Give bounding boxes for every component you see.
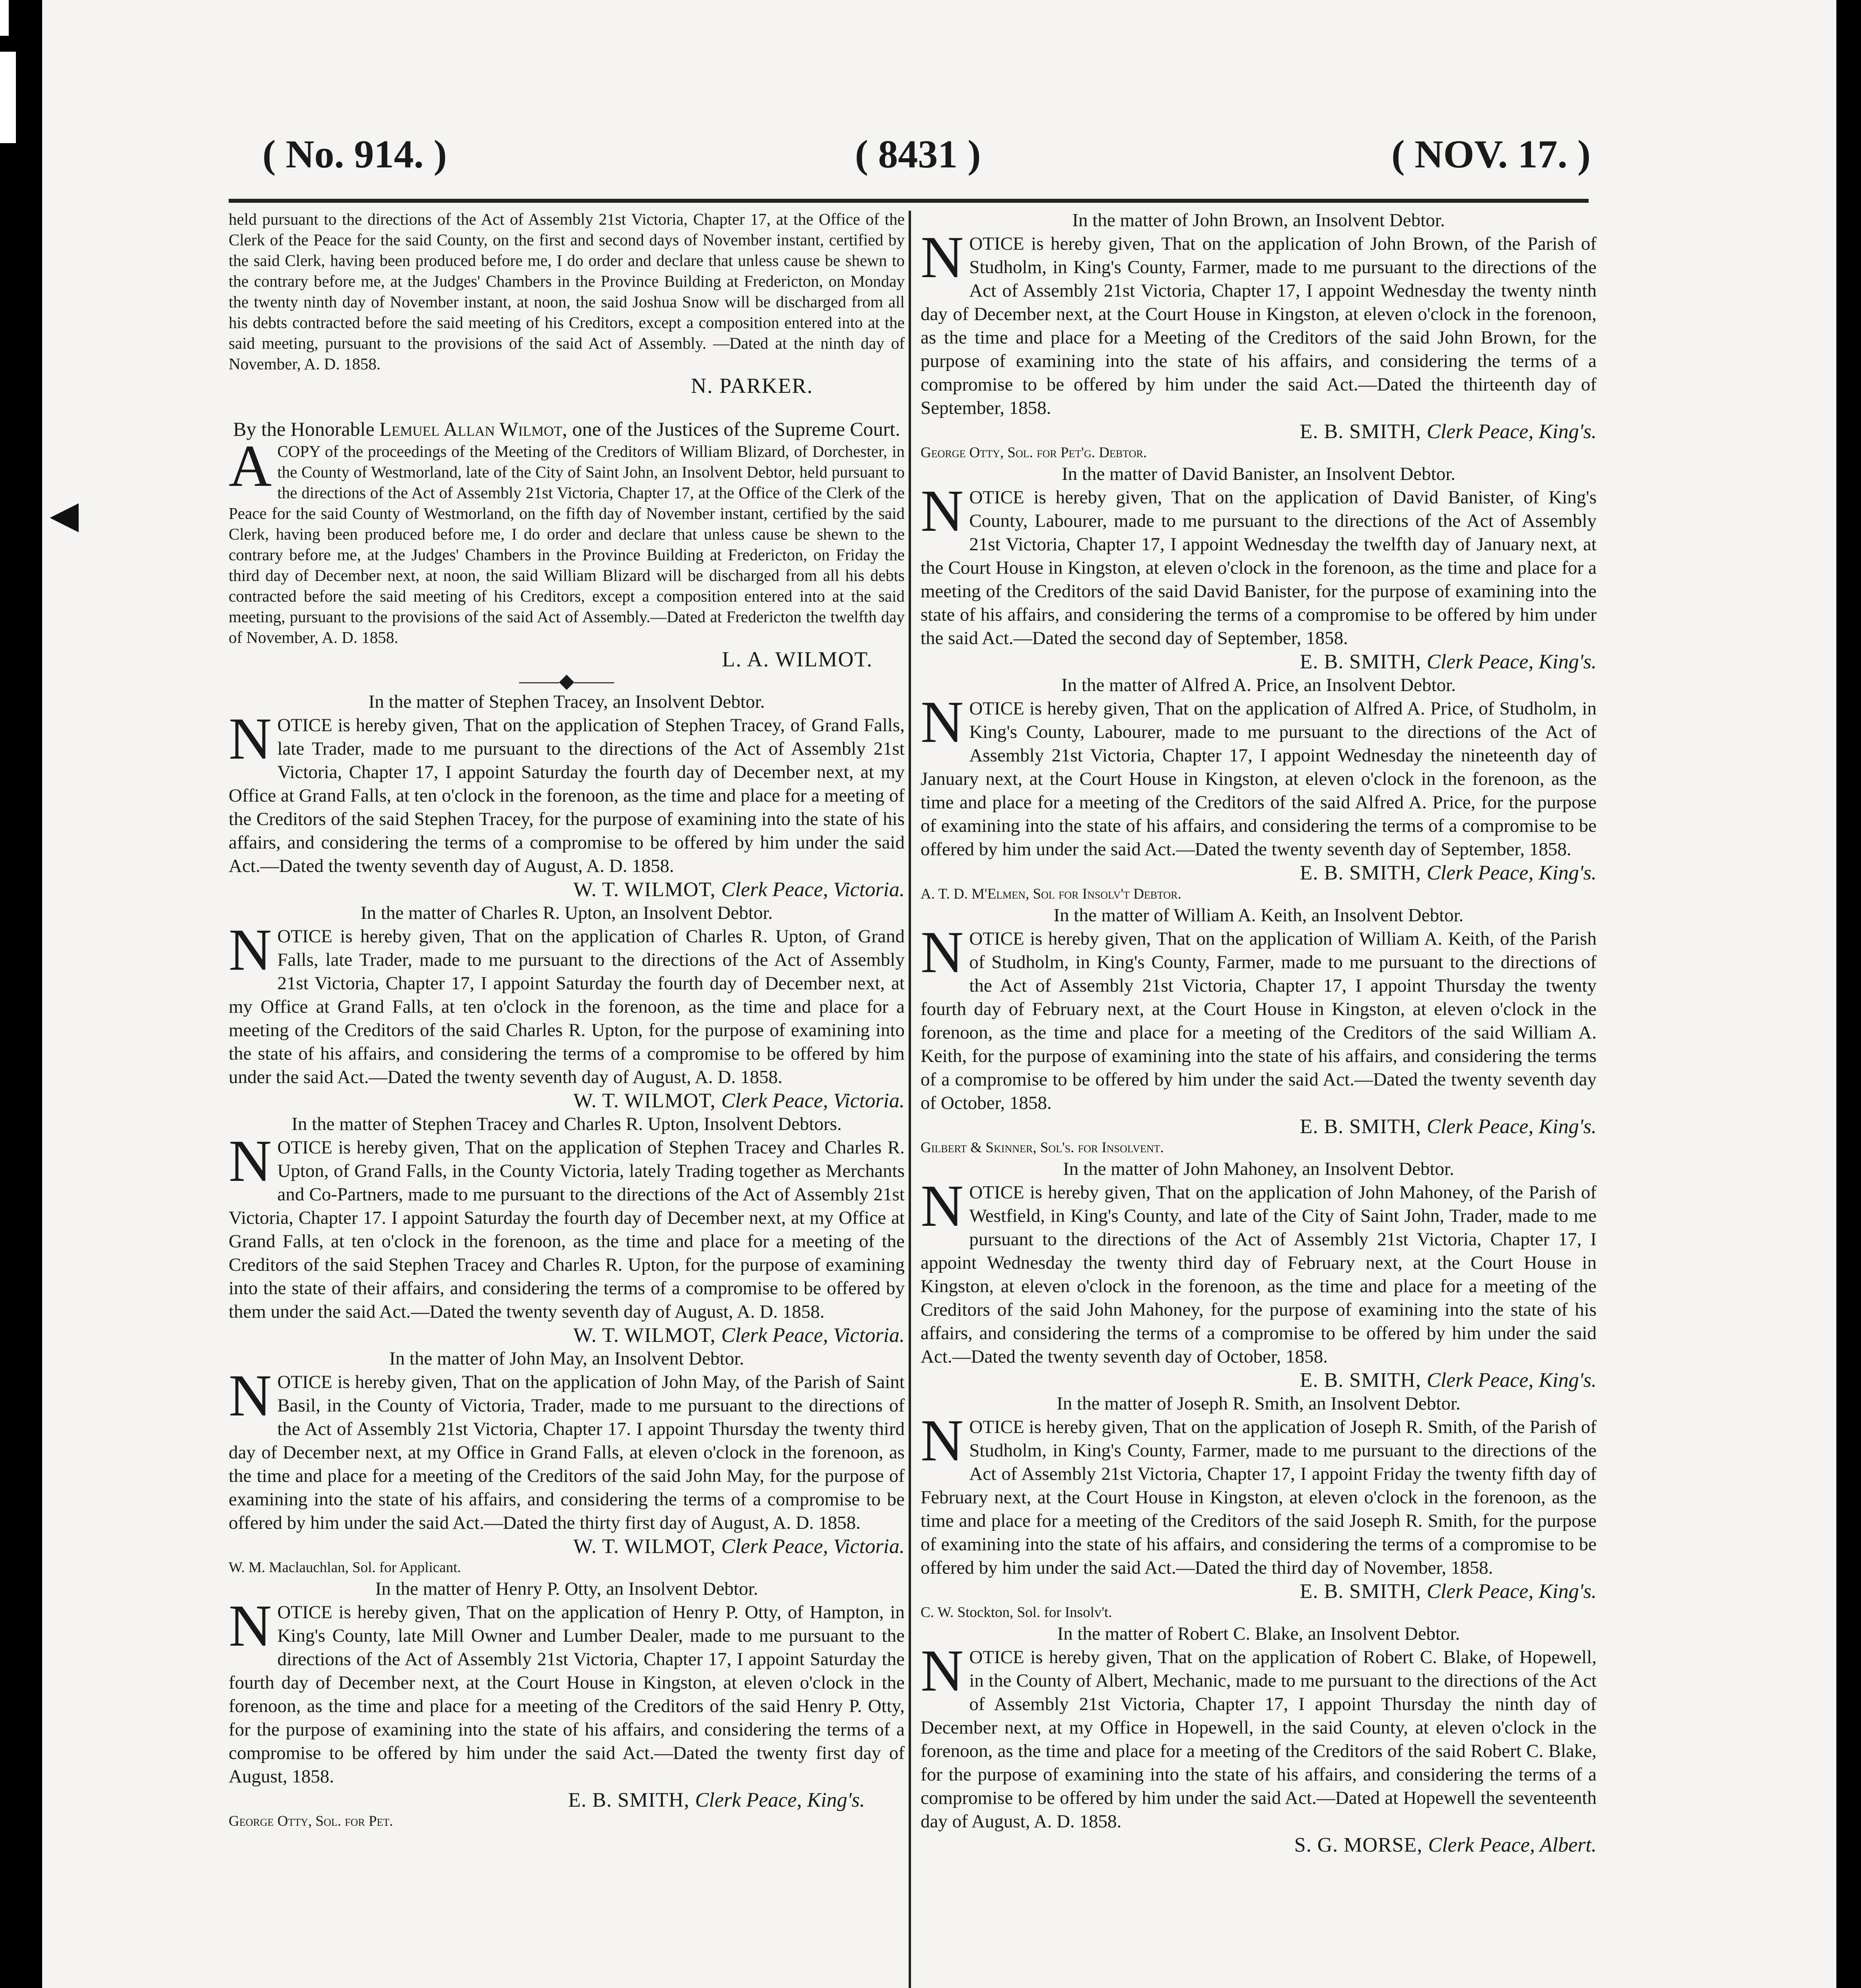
solicitor-line: C. W. Stockton, Sol. for Insolv't. [921,1604,1112,1621]
notice-text: OTICE is hereby given, That on the application of Joseph R. Smith, of the Parish of Studholm, in King's County, Farmer, made to me pursuant to the directions of the Act of Assembly 21st Victoria, Chapter 17, I appoint Friday the twenty fifth day of February next, at the Court House in Kingston, at eleven o'clock in the forenoon, as the time and place for a meeting of the Creditors of the said Joseph R. Smith, for the purpose of examining into the state of his affairs, and considering the terms of a compromise to be offered by him under the said Act.—Dated the third day of November, 1858. [921,1417,1597,1578]
heading-text: , one of the Justices of the Supreme Court. [562,418,900,440]
dropcap: A [229,433,272,499]
solicitor-line: George Otty, Sol. for Pet. [229,1813,393,1829]
notice-caption: In the matter of David Banister, an Insolvent Debtor. [1061,464,1456,484]
signature [229,1535,905,1558]
notice-body [229,1128,905,1324]
signature-title: Clerk Peace, Victoria. [721,1324,905,1347]
signature [229,1089,905,1112]
dropcap: N [921,478,964,544]
dropcap: N [921,1638,964,1704]
signature [921,420,1597,443]
signature-name: E. B. SMITH, [1300,1369,1427,1392]
notice-text: COPY of the proceedings of the Meeting of the Creditors of William Blizard, of Dorchester, in the County of Westmorland, late of the City of Saint John, an Insolvent Debtor, held pursuant to the directions of the Act of Assembly 21st Victoria, Chapter 17, at the Office of the Clerk of the Peace for the said County of Westmorland, on the fifth day of November instant, certified by the said Clerk, having been produced before me, I do order and declare that unless cause be shewn to the contrary before me, at the Judges' Chambers in the Province Building at Fredericton, on Friday the third day of December next, at noon, the said William Blizard will be discharged from all his debts contracted before the said meeting of his Creditors, except a composition entered into at the said meeting, pursuant to the provisions of the said Act of Assembly.—Dated at Fredericton the twelfth day of November, A. D. 1858. [229,442,905,646]
signature [921,1369,1597,1392]
signature-title: Clerk Peace, Albert. [1428,1834,1597,1856]
notice-caption: In the matter of Henry P. Otty, an Insolvent Debtor. [375,1578,758,1599]
dropcap: N [921,1173,964,1239]
signature-title: Clerk Peace, King's. [695,1789,865,1811]
heading-name: Lemuel Allan Wilmot [379,418,562,440]
signature: N. PARKER. [691,374,813,398]
notice-body [229,1593,905,1788]
signature-title: Clerk Peace, Victoria. [721,878,905,901]
dropcap: N [921,1408,964,1474]
header-rule [229,199,1589,203]
notice-text: OTICE is hereby given, That on the application of William A. Keith, of the Parish of Studholm, in King's County, Farmer, made to me pursuant to the directions of the Act of Assembly 21st Victoria, Chapter 17, I appoint Thursday the twenty fourth day of February next, at the Court House in Kingston, at eleven o'clock in the forenoon, as the time and place for a meeting of the Creditors of the said William A. Keith, for the purpose of examining into the state of his affairs, and considering the terms of a compromise to be offered by him under the said Act.—Dated the twenty seventh day of October, 1858. [921,928,1597,1113]
notice-text: OTICE is hereby given, That on the application of Henry P. Otty, of Hampton, in King's County, late Mill Owner and Lumber Dealer, made to me pursuant to the directions of the Act of Assembly 21st Victoria, Chapter 17, I appoint Saturday the fourth day of December next, at the Court House in Kingston, at eleven o'clock in the forenoon, as the time and place for a meeting of the Creditors of the said Henry P. Otty, for the purpose of examining into the state of his affairs, and considering the terms of a compromise to be offered by him under the said Act.—Dated the twenty first day of August, 1858. [229,1602,905,1787]
solicitor-line: George Otty, Sol. for Pet'g. Debtor. [921,445,1147,461]
signature [921,1833,1597,1857]
signature [921,1580,1597,1603]
notice-body [921,1173,1597,1369]
scan-edge-strip [0,0,9,36]
notice-caption: In the matter of John Brown, an Insolvent Debtor. [1072,210,1445,231]
notice-body [229,433,905,648]
signature [229,1324,905,1347]
pointer-mark-icon: ◀ [50,493,79,537]
signature [921,650,1597,674]
dropcap: N [229,1593,272,1659]
scan-border [0,0,42,1988]
signature-title: Clerk Peace, King's. [1426,862,1597,884]
solicitor-line: Gilbert & Skinner, Sol's. for Insolvent. [921,1140,1164,1156]
signature-name: W. T. WILMOT, [573,878,721,901]
page-header [262,131,1591,187]
left-column [229,209,905,1831]
issue-date: ( NOV. 17. ) [1391,132,1591,176]
notice-body [921,224,1597,420]
notice-body [921,919,1597,1115]
notice-text: OTICE is hereby given, That on the application of Alfred A. Price, of Studholm, in King's County, Labourer, made to me pursuant to the directions of the Act of Assembly 21st Victoria, Chapter 17, I appoint Wednesday the nineteenth day of January next, at the Court House in Kingston, at eleven o'clock in the forenoon, as the time and place for a meeting of the Creditors of the said Alfred A. Price, for the purpose of examining into the state of his affairs, and considering the terms of a compromise to be offered by him under the said Act.—Dated the twenty seventh day of September, 1858. [921,698,1597,860]
notice-caption: In the matter of Charles R. Upton, an Insolvent Debtor. [360,903,773,923]
scan-edge-strip [0,52,16,143]
signature-title: Clerk Peace, Victoria. [721,1535,905,1558]
dropcap: N [921,689,964,755]
signature-name: W. T. WILMOT, [573,1535,721,1558]
heading-text: By the Honorable [233,418,380,440]
dropcap: N [229,917,272,983]
signature [229,1788,865,1812]
dropcap: N [921,224,964,290]
signature-name: E. B. SMITH, [1300,650,1427,673]
right-column [921,209,1597,1857]
notice-text: OTICE is hereby given, That on the application of Stephen Tracey and Charles R. Upton, of Grand Falls, in the County Victoria, lately Trading together as Merchants and Co-Partners, made to me pursuant to the directions of the Act of Assembly 21st Victoria, Chapter 17. I appoint Saturday the fourth day of December next, at my Office at Grand Falls, at ten o'clock in the forenoon, as the time and place for a meeting of the Creditors of the said Stephen Tracey and Charles R. Upton, for the purpose of examining into the state of their affairs, and considering the terms of a compromise to be offered by them under the said Act.—Dated the twenty seventh day of August, A. D. 1858. [229,1137,905,1322]
dropcap: N [229,706,272,772]
signature-title: Clerk Peace, King's. [1426,420,1597,443]
notice-body [229,917,905,1089]
notice-body [921,478,1597,650]
signature-name: E. B. SMITH, [1300,1115,1427,1138]
notice-heading [229,417,905,441]
notice-body [921,1408,1597,1580]
dropcap: N [921,919,964,985]
dropcap: N [229,1128,272,1194]
signature: L. A. WILMOT. [722,647,873,671]
notice-text: OTICE is hereby given, That on the application of John Mahoney, of the Parish of Westfield, in King's County, and late of the City of Saint John, Trader, made to me pursuant to the directions of the Act of Assembly 21st Victoria, Chapter 17, I appoint Wednesday the twenty third day of February next, at the Court House in Kingston, at eleven o'clock in the forenoon, as the time and place for a meeting of the Creditors of the said John Mahoney, for the purpose of examining into the state of his affairs, and considering the terms of a compromise to be offered by him under the said Act.—Dated the twenty seventh day of October, 1858. [921,1182,1597,1367]
signature-title: Clerk Peace, King's. [1426,1580,1597,1603]
notice-text: OTICE is hereby given, That on the application of Charles R. Upton, of Grand Falls, late Trader, made to me pursuant to the directions of the Act of Assembly 21st Victoria, Chapter 17, I appoint Saturday the fourth day of December next, at my Office at Grand Falls, at ten o'clock in the forenoon, as the time and place for a meeting of the Creditors of the said Charles R. Upton, for the purpose of examining into the state of his affairs, and considering the terms of a compromise to be offered by him under the said Act.—Dated the twenty seventh day of August, A. D. 1858. [229,926,905,1087]
solicitor-line: A. T. D. M'Elmen, Sol for Insolv't Debtor. [921,886,1181,902]
notice-body: held pursuant to the directions of the Act of Assembly 21st Victoria, Chapter 17, at the Office of the Clerk of the Peace for the said County, on the first and second days of November instant, certified by the said Clerk, having been produced before me, I do order and declare that unless cause be shewn to the contrary before me, at the Judges' Chambers in the Province Building at Fredericton, on Monday the twenty ninth day of November instant, at noon, the said Joshua Snow will be discharged from all his debts contracted before the said meeting of his Creditors, except a composition entered into at the said meeting, pursuant to the provisions of the said Act of Assembly. —Dated at the ninth day of November, A. D. 1858. [229,210,905,373]
notice-text: OTICE is hereby given, That on the application of John May, of the Parish of Saint Basil, in the County of Victoria, Trader, made to me pursuant to the directions of the Act of Assembly 21st Victoria, Chapter 17. I appoint Thursday the twenty third day of December next, at my Office in Grand Falls, at eleven o'clock in the forenoon, as the time and place for a meeting of the Creditors of the said John May, for the purpose of examining into the state of his affairs, and considering the terms of a compromise to be offered by him under the said Act.—Dated the thirty first day of August, A. D. 1858. [229,1372,905,1533]
page-number: ( 8431 ) [855,132,981,176]
notice-caption: In the matter of John Mahoney, an Insolvent Debtor. [1063,1159,1454,1179]
notice-body [921,689,1597,861]
notice-text: OTICE is hereby given, That on the application of David Banister, of King's County, Labourer, made to me pursuant to the directions of the Act of Assembly 21st Victoria, Chapter 17, I appoint Wednesday the twelfth day of January next, at the Court House in Kingston, at eleven o'clock in the forenoon, as the time and place for a meeting of the Creditors of the said David Banister, for the purpose of examining into the state of his affairs, and considering the terms of a compromise to be offered by him under the said Act.—Dated the second day of September, 1858. [921,487,1597,648]
signature-name: E. B. SMITH, [1300,862,1427,884]
notice-caption: In the matter of William A. Keith, an Insolvent Debtor. [1053,905,1464,926]
notice-text: OTICE is hereby given, That on the application of John Brown, of the Parish of Studholm, in King's County, Farmer, made to me pursuant to the directions of the Act of Assembly 21st Victoria, Chapter 17, I appoint Wednesday the twenty ninth day of December next, at the Court House in Kingston, at eleven o'clock in the forenoon, as the time and place for a Meeting of the Creditors of the said John Brown, for the purpose of examining into the state of his affairs, and considering the terms of a compromise to be offered by him under the said Act.—Dated the thirteenth day of September, 1858. [921,233,1597,418]
solicitor-line: W. M. Maclauchlan, Sol. for Applicant. [229,1559,461,1576]
signature-title: Clerk Peace, Victoria. [721,1089,905,1112]
signature-title: Clerk Peace, King's. [1426,1115,1597,1138]
notice-body [229,706,905,878]
signature-name: S. G. MORSE, [1294,1834,1428,1856]
notice-text: OTICE is hereby given, That on the application of Stephen Tracey, of Grand Falls, late Trader, made to me pursuant to the directions of the Act of Assembly 21st Victoria, Chapter 17, I appoint Saturday the fourth day of December next, at my Office at Grand Falls, at ten o'clock in the forenoon, as the time and place for a meeting of the Creditors of the said Stephen Tracey, for the purpose of examining into the state of his affairs, and considering the terms of a compromise to be offered by him under the said Act.—Dated the twenty seventh day of August, A. D. 1858. [229,715,905,876]
notice-caption: In the matter of Robert C. Blake, an Insolvent Debtor. [1057,1623,1460,1644]
signature [229,878,905,901]
notice-caption: In the matter of John May, an Insolvent Debtor. [389,1348,744,1369]
signature-title: Clerk Peace, King's. [1426,650,1597,673]
signature-name: E. B. SMITH, [568,1789,695,1811]
notice-caption: In the matter of Alfred A. Price, an Insolvent Debtor. [1061,675,1456,695]
signature-name: E. B. SMITH, [1300,1580,1427,1603]
signature-name: E. B. SMITH, [1300,420,1427,443]
notice-caption: In the matter of Joseph R. Smith, an Insolvent Debtor. [1057,1393,1461,1414]
signature-name: W. T. WILMOT, [573,1089,721,1112]
notice-caption: In the matter of Stephen Tracey, an Insolvent Debtor. [368,691,765,712]
signature [921,861,1597,885]
notice-body [229,1363,905,1535]
signature-name: W. T. WILMOT, [573,1324,721,1347]
issue-number: ( No. 914. ) [262,132,447,176]
signature-title: Clerk Peace, King's. [1426,1369,1597,1392]
dropcap: N [229,1363,272,1429]
signature [921,1115,1597,1138]
notice-body [921,1638,1597,1833]
notice-text: OTICE is hereby given, That on the application of Robert C. Blake, of Hopewell, in the County of Albert, Mechanic, made to me pursuant to the directions of the Act of Assembly 21st Victoria, Chapter 17, I appoint Thursday the ninth day of December next, at my Office in Hopewell, in the said County, at eleven o'clock in the forenoon, as the time and place for a meeting of the Creditors of the said Robert C. Blake, for the purpose of examining into the state of his affairs, and considering the terms of a compromise to be offered by him under the said Act.—Dated at Hopewell the seventeenth day of August, A. D. 1858. [921,1647,1597,1832]
notice-caption: In the matter of Stephen Tracey and Charles R. Upton, Insolvent Debtors. [291,1114,842,1134]
ornament-divider: ——◆—— [519,670,614,692]
column-rule [909,211,911,1988]
